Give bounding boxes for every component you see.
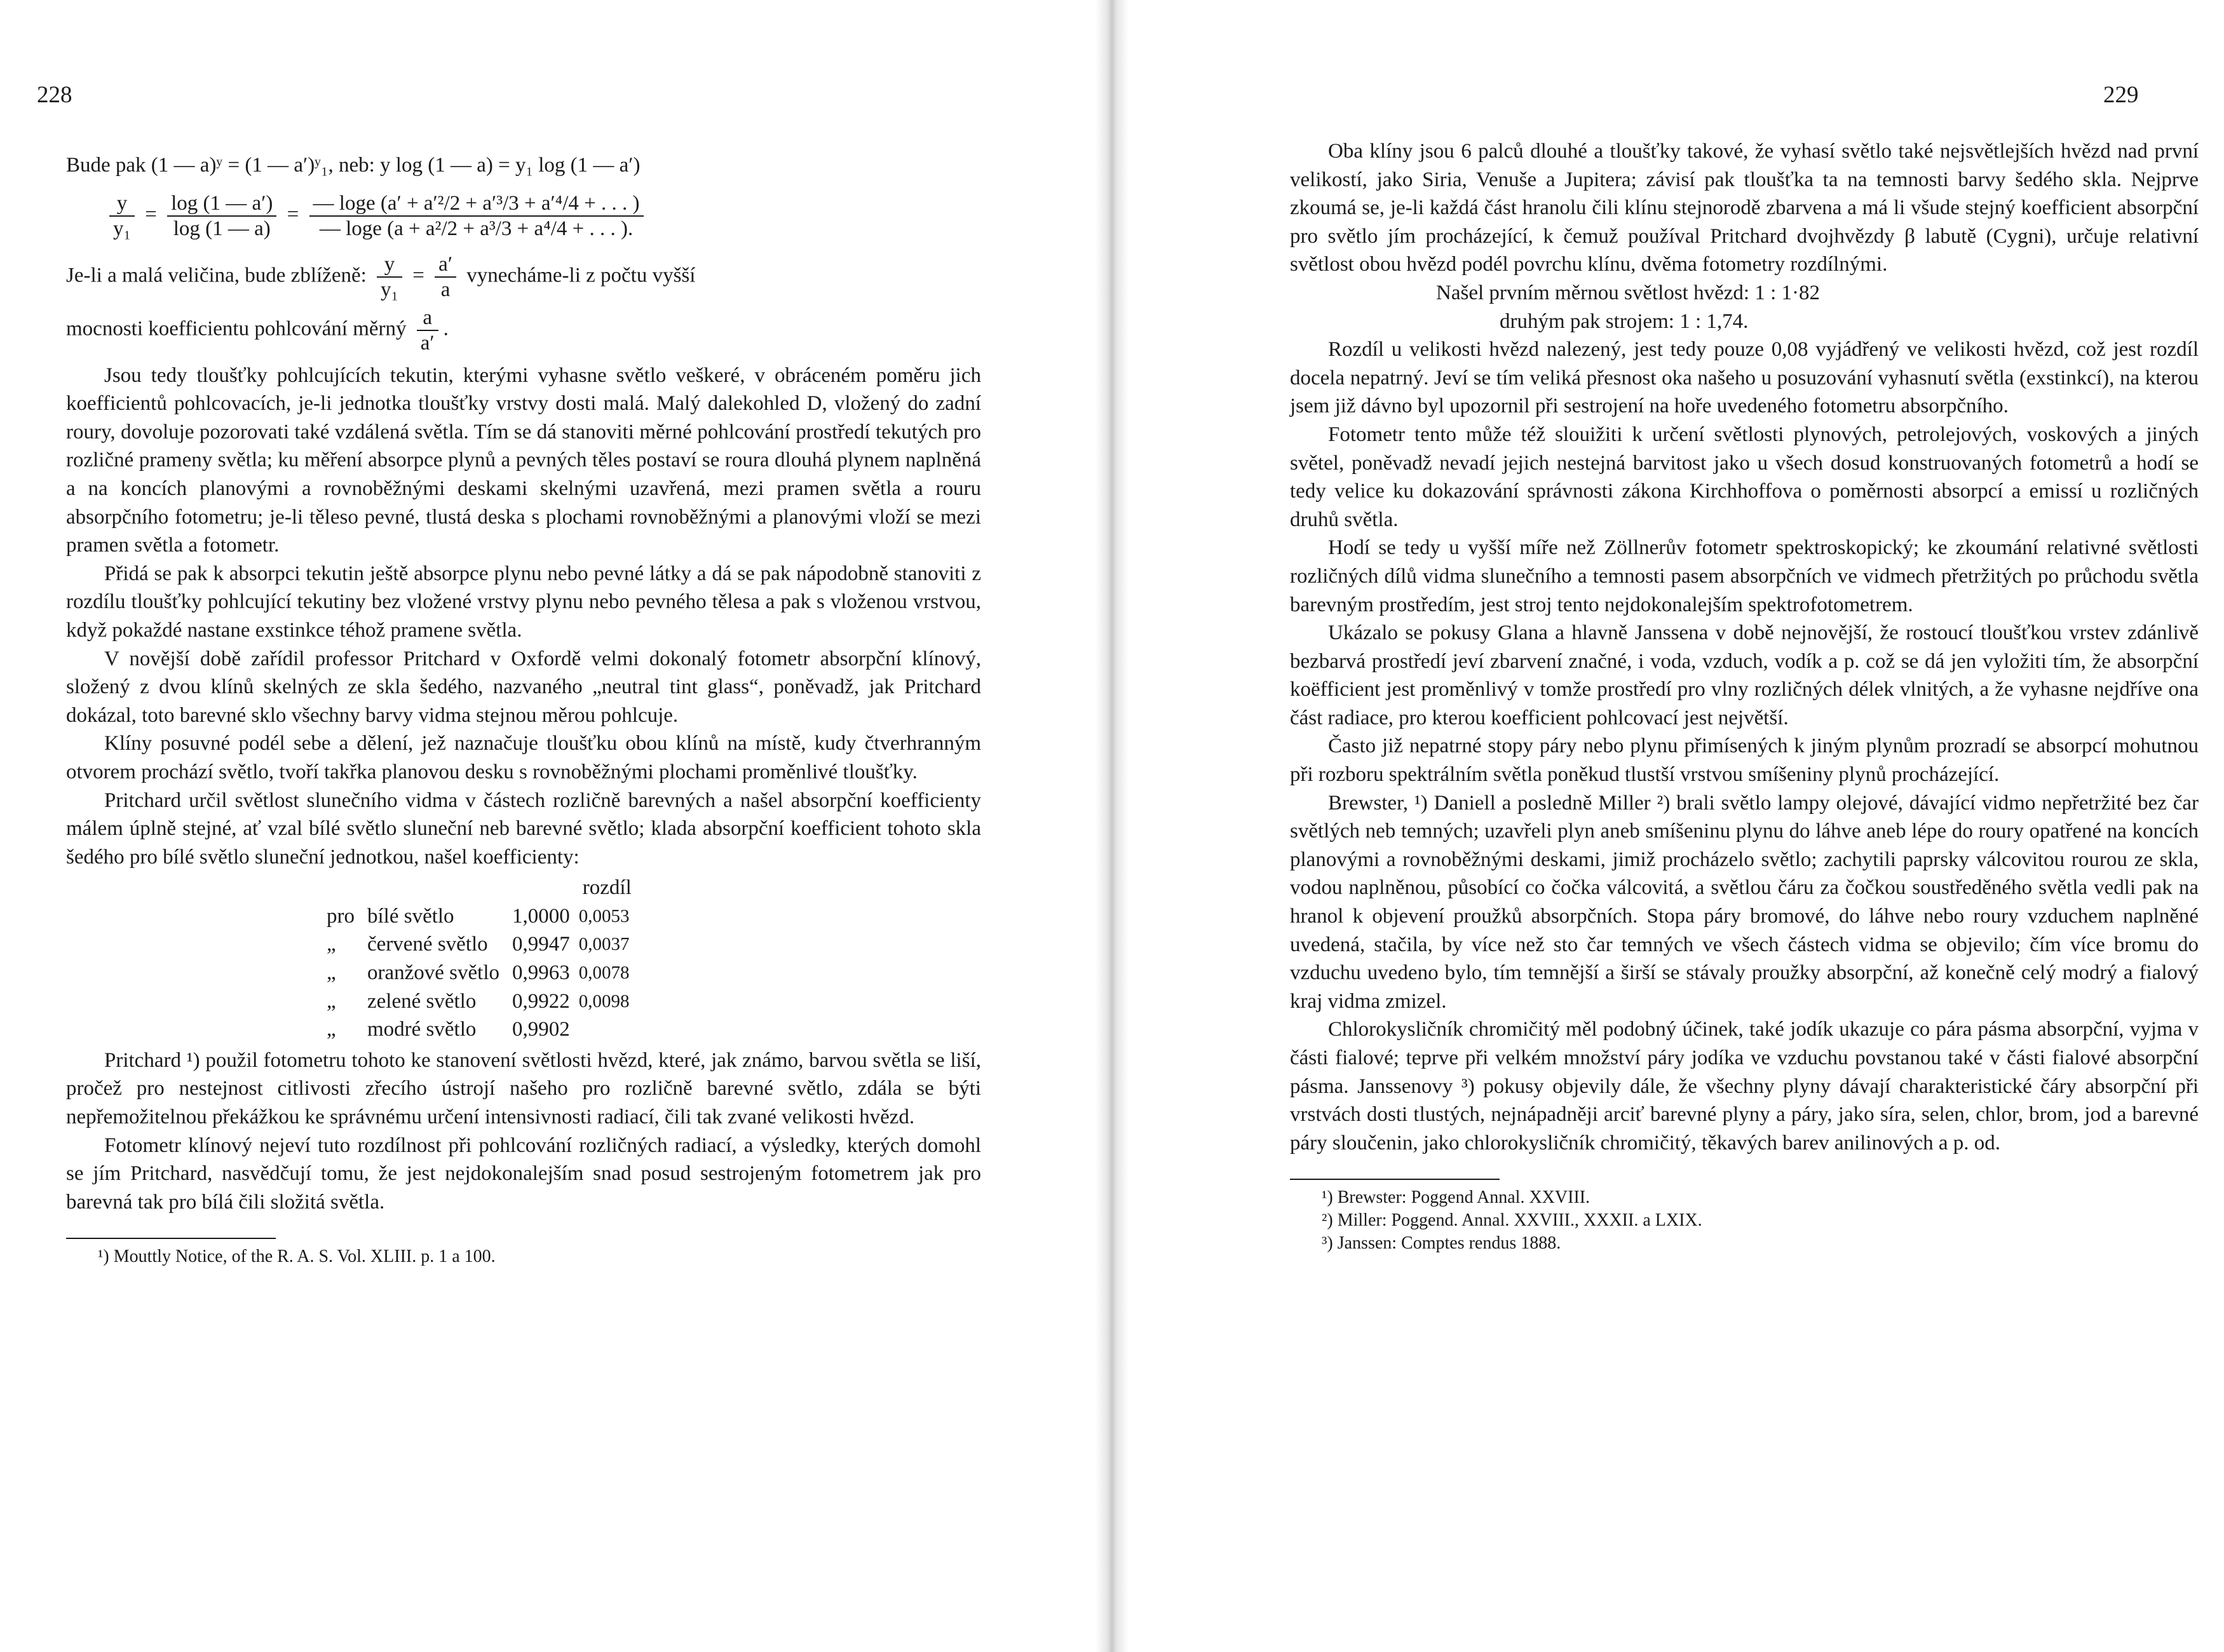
table-row: „ červené světlo 0,9947 0,0037 — [327, 933, 630, 956]
right-paragraph-2: Rozdíl u velikosti hvězd nalezený, jest tedy pouze 0,08 vyjádřený ve velikosti hvězd, což jest rozdíl docela nepatrný. Jeví se tím veliká přesnost oka našeho u posuzování vyhasnutí světla (exstinkcí), na kterou jsem již dávno byl upozornil při sestrojení na hoře uvedeného fotometru absorpčního. — [1290, 338, 2199, 418]
footnote-right-1: ¹) Brewster: Poggend Annal. XXVIII. — [1322, 1188, 1590, 1208]
coefficients-table — [320, 874, 638, 1044]
table-row: „ modré světlo 0,9902 — [327, 1018, 570, 1041]
left-paragraph-2: Přidá se pak k absorpci tekutin ještě absorpce plynu nebo pevné látky a dá se pak nápodobně stanoviti z rozdílu tloušťky pohlcující tekutiny bez vložené vrstvy plynu nebo pevného tělesa a pak s vloženou vrstvou, když pokaždé nastane exstinkce téhož pramene světla. — [66, 562, 981, 642]
right-paragraph-6: Často již nepatrné stopy páry nebo plynu přimísených k jiným plynům prozradí se absorpcí mohutnou při rozboru spektrálním světla poněkud tlustší vrstvou smíšeniny plynů procházející. — [1290, 735, 2199, 787]
left-paragraph-1: Jsou tedy tloušťky pohlcujících tekutin, kterými vyhasne světlo veškeré, v obráceném poměru jich koefficientů pohlcovacích, je-li jednotka tloušťky vrstvy dosti malá. Malý dalekohled D, vložený do zadní roury, dovoluje pozorovati také vzdálená světla. Tím se dá stanoviti měrné pohlcování prostředí tekutých pro rozličné prameny světla; ku měření absorpce plynů a pevných těles postaví se roura dlouhá plynem naplněná a na koncích planovými a rovnoběžnými deskami skelnými uzavřená, mezi pramen světla a rouru absorpčního fotometru; je-li těleso pevné, tlustá deska s plochami rovnoběžnými a planovými vloží se mezi pramen světla a fotometr. — [66, 363, 981, 557]
table-header-row — [320, 874, 638, 902]
page-number-left: 228 — [37, 82, 72, 108]
right-text-block — [1290, 137, 2199, 1255]
frac-log-ratio: $\frac{\log (1 — a')}{\log (1 — a)}$ — [167, 191, 276, 241]
left-paragraph-5: Pritchard určil světlost slunečního vidma v částech rozličně barevných a našel absorpční koefficienty málem úplně stejné, ať vzal bílé světlo sluneční neb barevné světlo; klada absorpční koefficient tohoto skla šedého pro bílé světlo sluneční jednotkou, našel koefficienty: — [66, 789, 981, 869]
footnote-left: ¹) Mouttly Notice, of the R. A. S. Vol. XLIII. p. 1 a 100. — [98, 1247, 496, 1267]
frac-approx-y: $\frac{y}{\text{y₁}}$ — [377, 252, 402, 302]
table-row: „ oranžové světlo 0,9963 0,0078 — [327, 961, 630, 985]
footnote-right-2: ²) Miller: Poggend. Annal. XXVIII., XXXII. a LXIX. — [1322, 1210, 1702, 1231]
left-paragraph-4: Klíny posuvné podél sebe a dělení, jež naznačuje tloušťku obou klínů na místě, kudy čtverhranným otvorem prochází světlo, tvoří takřka planovou desku s rovnoběžnými plochami proměnlivé tloušťky. — [66, 732, 981, 783]
measurement-line-2: druhým pak strojem: 1 : 1,74. — [1500, 309, 1749, 333]
table-row: pro bílé světlo 1,0000 0,0053 — [327, 904, 630, 928]
footnote-rule-left — [66, 1238, 276, 1239]
right-paragraph-7: Brewster, ¹) Daniell a posledně Miller ²) brali světlo lampy olejové, dávající vidmo nepřetržité bez čar světlých neb temných; uzavřeli plyn aneb smíšeninu plynu do láhve aneb lépe do roury opatřené na koncích planovými a rovnoběžnými deskami, jimiž procházelo světlo; zachytili paprsky válcovitou rourou ze skla, vodou naplněnou, působící co čočka válcovitá, a světlou čáru za čočkou soustředěného světla vedli pak na hranol k objevení proužků absorpčních. Stopa páry bromové, do láhve nebo roury vzduchem naplněné uvedená, stačila, by více než sto čar temných ve všech částech vidma se objevilo; čím více bromu do vzduchu uvedeno bylo, tím temnější a širší se stávaly proužky absorpční, až konečně celý modrý a fialový kraj vidma zmizel. — [1290, 791, 2199, 1013]
left-paragraph-6: Pritchard ¹) použil fotometru tohoto ke stanovení světlosti hvězd, které, jak známo, barvou světla se liší, pročež pro nestejnost citlivosti zřecího ústrojí našeho pro rozličně barevné světlo, zdála se býti nepřemožitelnou překážkou ke správnému určení intensivnosti radiací, čili tak zvané velikosti hvězd. — [66, 1048, 981, 1129]
page-number-right: 229 — [2103, 82, 2139, 108]
frac-approx-a: $\frac{a'}{a}$ — [435, 252, 456, 302]
equation-ratio: $\frac{y}{\text{y₁}}$ = $\frac{\log (1 — a')}{\log (1 — a)}$ = $\frac{\text{— loge (a′ + a′²/2 + a′³/3 + a′⁴/4 + . . . )}}{\text{— loge (a + a²/2 + a³/3 + a⁴/4 + . . . ).}}$ — [104, 191, 981, 241]
footnote-rule-right — [1290, 1179, 1500, 1180]
approximation-line: Je-li a malá veličina, bude zblíženě: $\frac{y}{\text{y₁}}$ = $\frac{a'}{a}$ vynecháme-li z počtu vyšší — [66, 252, 696, 301]
right-paragraph-5: Ukázalo se pokusy Glana a hlavně Janssena v době nejnovější, že rostoucí tloušťkou vrstev zdánlivě bezbarvá prostředí jeví zbarvení značné, i voda, vzduch, vodík a p. což se dá jen vyložiti tím, že absorpční koëfficient jest proměnlivý v tomže prostředí pro vlny rozličných délek vlnitých, a že vyhasne nejdříve ona část radiace, pro kterou koefficient pohlcovací jest největší. — [1290, 621, 2199, 729]
right-paragraph-3: Fotometr tento může též slouižiti k určení světlosti plynových, petrolejových, voskových a jiných světel, poněvadž nevadí jejich nestejná barvitost jako u všech dosud konstruovaných fotometrů a hodí se tedy velice ku dokazování správnosti zákona Kirchhoffova o poměrnosti absorpcí a emissí u rozličných druhů světla. — [1290, 423, 2199, 531]
footnote-right-3: ³) Janssen: Comptes rendus 1888. — [1322, 1233, 1561, 1254]
page-left — [0, 0, 1106, 1652]
frac-y-y1: $\frac{y}{\text{y₁}}$ — [109, 191, 135, 241]
page-right — [1118, 0, 2224, 1652]
frac-a-aprime: $\frac{a}{a'}$ — [417, 306, 438, 355]
frac-series-ratio: $\frac{\text{— loge (a′ + a′²/2 + a′³/3 + a′⁴/4 + . . . )}}{\text{— loge (a + a²/2 + a³/3 + a⁴/4 + . . . ).}}$ — [309, 191, 644, 241]
measurement-line-1: Našel prvním měrnou světlost hvězd: 1 : 1·82 — [1436, 281, 1820, 304]
left-text-block — [66, 151, 981, 1268]
table-row: „ zelené světlo 0,9922 0,0098 — [327, 989, 630, 1013]
equation-line-1: Bude pak (1 — a)ʸ = (1 — a′)ʸ₁, neb: y log (1 — a) = y₁ log (1 — a′) — [66, 154, 641, 177]
mocnosti-line: mocnosti koefficientu pohlcování měrný $\frac{a}{a'}$ . — [66, 306, 449, 355]
left-paragraph-3: V novější době zařídil professor Pritchard v Oxfordě velmi dokonalý fotometr absorpční klínový, složený z dvou klínů skelných ze skla šedého, nazvaného „neutral tint glass“, poněvadž, jak Pritchard dokázal, toto barevné sklo všechny barvy vidma stejnou měrou pohlcuje. — [66, 647, 981, 727]
right-paragraph-8: Chlorokysličník chromičitý měl podobný účinek, také jodík ukazuje co pára pásma absorpční, vyjma v části fialové; teprve při velkém množství páry jodíka ve vzduchu povstanou také v části fialové absorpční pásma. Janssenovy ³) pokusy objevily dále, že všechny plyny dávají charakteristické čáry absorpční při vrstvách dosti tlustých, nejnápadněji arciť barevné plyny a páry, jako síra, selen, chlor, brom, jod a barevné páry sloučenin, jako chlorokysličník chromičitý, těkavých barev anilinových a p. od. — [1290, 1018, 2199, 1154]
table-header-rozdil: rozdíl — [582, 876, 632, 900]
right-paragraph-1: Oba klíny jsou 6 palců dlouhé a tloušťky takové, že vyhasí světlo také nejsvětlejších hvězd nad první velikostí, jako Siria, Venuše a Jupitera; závisí pak tloušťka ta na temnosti barvy šedého skla. Nejprve zkoumá se, je-li každá část hranolu čili klínu stejnorodě zbarvena a má li všude stejný koefficient absorpční pro světlo jím procházející, k čemuž používal Pritchard dvojhvězdy β labutě (Cygni), určuje relativní světlost obou hvězd podél povrchu klínu, dvěma fotometry rozdílnými. — [1290, 140, 2199, 276]
right-paragraph-4: Hodí se tedy u vyšší míře než Zöllnerův fotometr spektroskopický; ke zkoumání relativné světlosti rozličných dílů vidma slunečního a temnosti pasem absorpčních ve vidmech přetržitých po průchodu světla barevným prostředím, jest stroj tento nejdokonalejším spektrofotometrem. — [1290, 536, 2199, 616]
left-paragraph-7: Fotometr klínový nejeví tuto rozdílnost při pohlcování rozličných radiací, a výsledky, kterých domohl se jím Pritchard, nasvědčují tomu, že jest nejdokonalejším snad posud sestrojeným fotometrem jak pro barevná tak pro bílá čili složitá světla. — [66, 1134, 981, 1214]
